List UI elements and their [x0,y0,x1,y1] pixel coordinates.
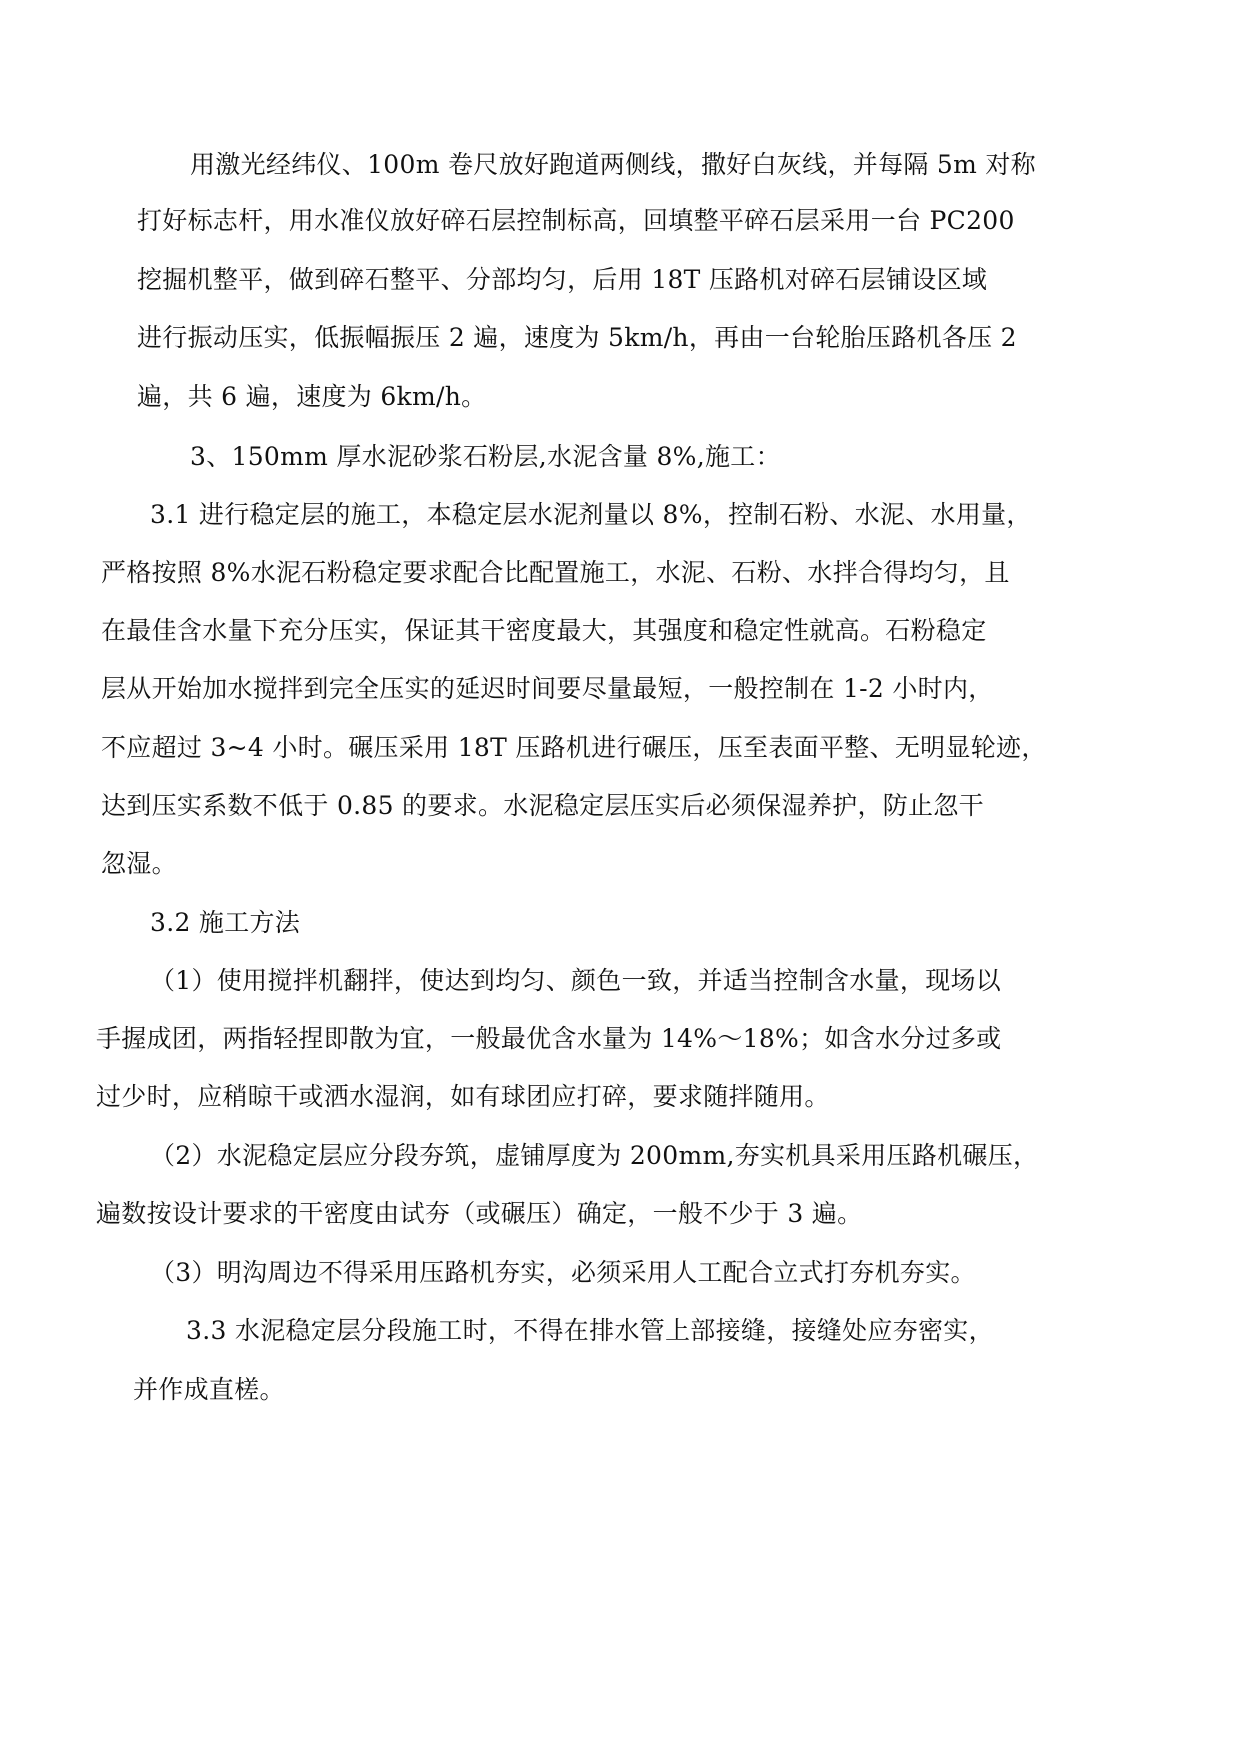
text-line: 遍，共 6 遍，速度为 6km/h。 [137,382,487,411]
text-line: 严格按照 8%水泥石粉稳定要求配合比配置施工，水泥、石粉、水拌合得均匀，且 [101,558,1010,587]
section-heading: 3.2 施工方法 [150,908,301,937]
text-line: 进行振动压实，低振幅振压 2 遍，速度为 5km/h，再由一台轮胎压路机各压 2 [137,323,1017,352]
text-line: 手握成团，两指轻捏即散为宜，一般最优含水量为 14%～18%；如含水分过多或 [96,1024,1002,1053]
section-heading: 3、150mm 厚水泥砂浆石粉层,水泥含量 8%,施工： [190,442,781,471]
text-line: 挖掘机整平，做到碎石整平、分部均匀，后用 18T 压路机对碎石层铺设区域 [137,265,988,294]
text-line: （1）使用搅拌机翻拌，使达到均匀、颜色一致，并适当控制含水量，现场以 [150,966,1002,995]
text-line: 用激光经纬仪、100m 卷尺放好跑道两侧线，撒好白灰线，并每隔 5m 对称 [190,150,1036,179]
text-line: 忽湿。 [101,849,177,878]
text-line: 3.1 进行稳定层的施工，本稳定层水泥剂量以 8%，控制石粉、水泥、水用量， [150,500,1032,529]
text-line: （2）水泥稳定层应分段夯筑，虚铺厚度为 200mm,夯实机具采用压路机碾压， [150,1141,1039,1170]
text-line: 在最佳含水量下充分压实，保证其干密度最大，其强度和稳定性就高。石粉稳定 [101,616,987,645]
text-line: 并作成直槎。 [133,1375,285,1404]
text-line: 打好标志杆，用水准仪放好碎石层控制标高，回填整平碎石层采用一台 PC200 [137,206,1015,235]
text-line: 遍数按设计要求的干密度由试夯（或碾压）确定，一般不少于 3 遍。 [96,1199,863,1228]
text-line: 3.3 水泥稳定层分段施工时，不得在排水管上部接缝，接缝处应夯密实， [186,1316,994,1345]
text-line: 层从开始加水搅拌到完全压实的延迟时间要尽量最短，一般控制在 1-2 小时内， [101,674,994,703]
text-line: （3）明沟周边不得采用压路机夯实，必须采用人工配合立式打夯机夯实。 [150,1258,976,1287]
text-line: 不应超过 3~4 小时。碾压采用 18T 压路机进行碾压，压至表面平整、无明显轮迹， [101,733,1047,762]
text-line: 过少时，应稍晾干或洒水湿润，如有球团应打碎，要求随拌随用。 [96,1082,830,1111]
text-line: 达到压实系数不低于 0.85 的要求。水泥稳定层压实后必须保湿养护，防止忽干 [101,791,984,820]
